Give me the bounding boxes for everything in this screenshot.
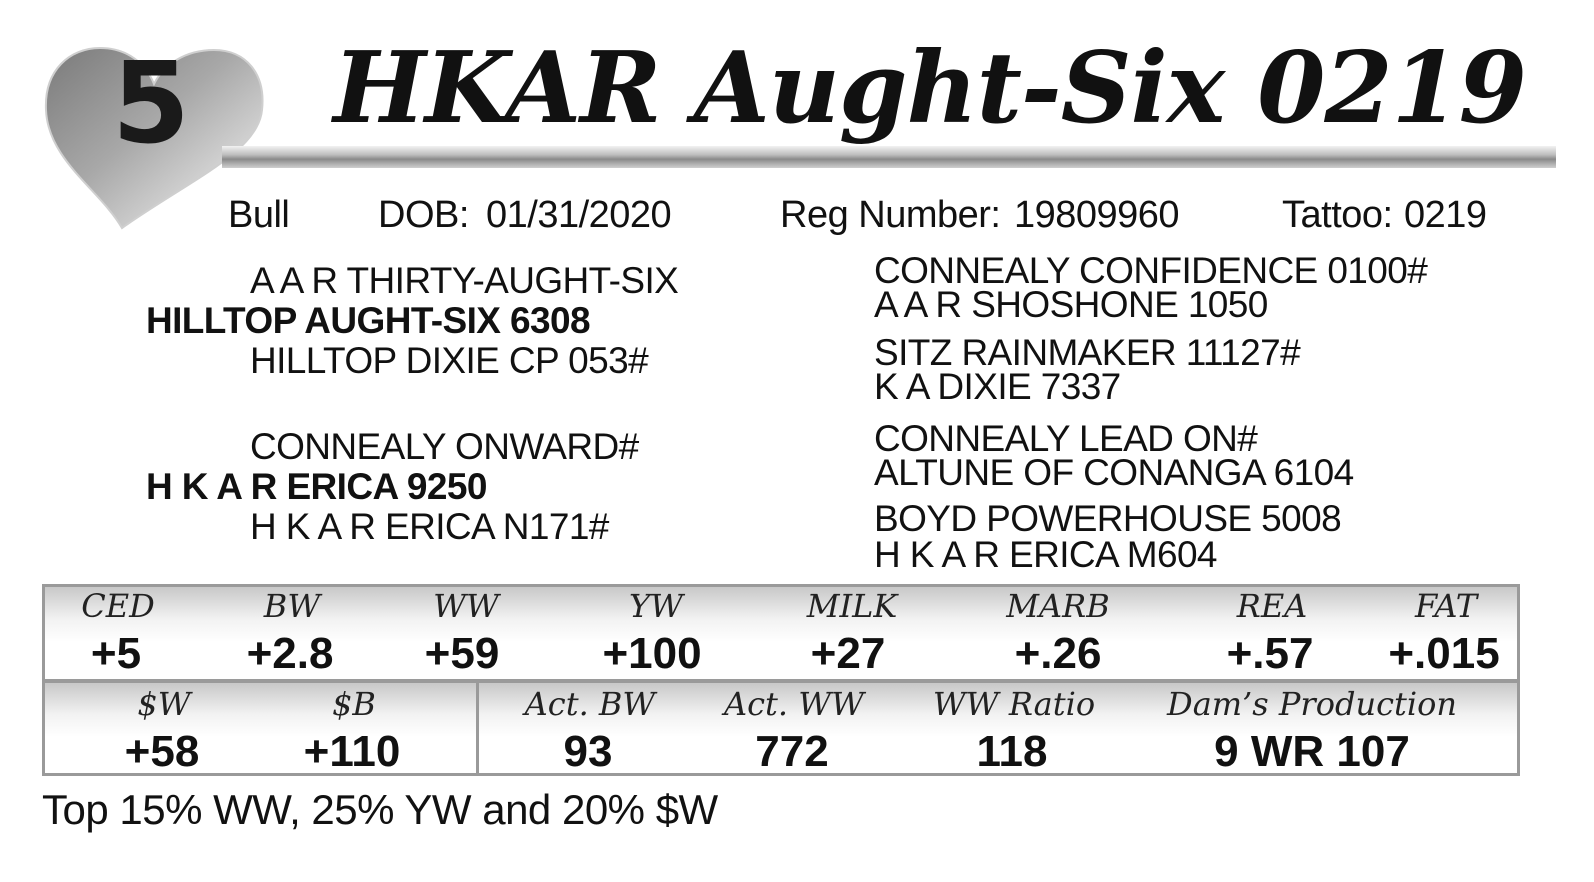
animal-name-title: HKAR Aught-Six 0219 (333, 31, 1526, 146)
epd-value-yw: +100 (602, 629, 702, 678)
dob-value: 01/31/2020 (486, 194, 672, 236)
epd-value-rea: +.57 (1226, 629, 1314, 678)
epd-value-act-bw: 93 (563, 727, 613, 776)
epd-value-ww-ratio: 118 (976, 727, 1048, 776)
reg-number-value: 19809960 (1014, 194, 1180, 236)
sex-label: Bull (228, 194, 290, 236)
pedigree-sds: SITZ RAINMAKER 11127# (874, 332, 1301, 373)
epd-value-bw: +2.8 (246, 629, 334, 678)
epd-value-fat: +.015 (1388, 629, 1500, 678)
footnote-text: Top 15% WW, 25% YW and 20% $W (42, 786, 718, 833)
epd-label-bw: BW (263, 587, 321, 625)
epd-label-act-ww: Act. WW (723, 685, 865, 723)
tattoo-value: 0219 (1404, 194, 1487, 236)
epd-value-dollar-w: +58 (124, 727, 200, 776)
epd-value-ced: +5 (90, 629, 142, 678)
pedigree-dss: CONNEALY LEAD ON# (874, 418, 1258, 459)
epd-label-ced: CED (81, 587, 155, 625)
pedigree-ddd: H K A R ERICA M604 (874, 534, 1217, 575)
epd-label-dollar-b: $B (332, 685, 376, 723)
epd-label-dollar-w: $W (137, 685, 191, 723)
epd-value-dams-production: 9 WR 107 (1214, 727, 1410, 776)
pedigree-sire-sire: A A R THIRTY-AUGHT-SIX (250, 260, 679, 301)
tattoo-label: Tattoo: (1282, 194, 1393, 236)
epd-value-ww: +59 (424, 629, 500, 678)
epd-value-marb: +.26 (1014, 629, 1102, 678)
pedigree-ssd: A A R SHOSHONE 1050 (874, 284, 1268, 325)
epd-label-ww: WW (433, 587, 499, 625)
pedigree-sss: CONNEALY CONFIDENCE 0100# (874, 250, 1428, 291)
epd-label-fat: FAT (1414, 587, 1478, 625)
epd-row2-divider (476, 683, 479, 775)
epd-value-milk: +27 (810, 629, 886, 678)
lot-number: 5 (112, 39, 190, 169)
epd-label-dams-production: Dam’s Production (1167, 685, 1457, 723)
pedigree-sire: HILLTOP AUGHT-SIX 6308 (146, 300, 590, 341)
pedigree-sdd: K A DIXIE 7337 (874, 366, 1121, 407)
pedigree-dsd: ALTUNE OF CONANGA 6104 (874, 452, 1354, 493)
epd-value-act-ww: 772 (755, 727, 829, 776)
epd-label-yw: YW (628, 587, 684, 625)
dob-label: DOB: (378, 194, 469, 236)
epd-label-marb: MARB (1006, 587, 1110, 625)
pedigree-dam-sire: CONNEALY ONWARD# (250, 426, 639, 467)
epd-label-milk: MILK (806, 587, 898, 625)
pedigree-dam-dam: H K A R ERICA N171# (250, 506, 609, 547)
pedigree-sire-dam: HILLTOP DIXIE CP 053# (250, 340, 649, 381)
epd-label-act-bw: Act. BW (524, 685, 656, 723)
reg-number-label: Reg Number: (780, 194, 1001, 236)
pedigree-dam: H K A R ERICA 9250 (146, 466, 487, 507)
epd-value-dollar-b: +110 (303, 727, 401, 776)
epd-label-rea: REA (1236, 587, 1308, 625)
title-underline-bar (222, 146, 1556, 168)
pedigree-dds: BOYD POWERHOUSE 5008 (874, 498, 1342, 539)
epd-label-ww-ratio: WW Ratio (932, 685, 1096, 723)
